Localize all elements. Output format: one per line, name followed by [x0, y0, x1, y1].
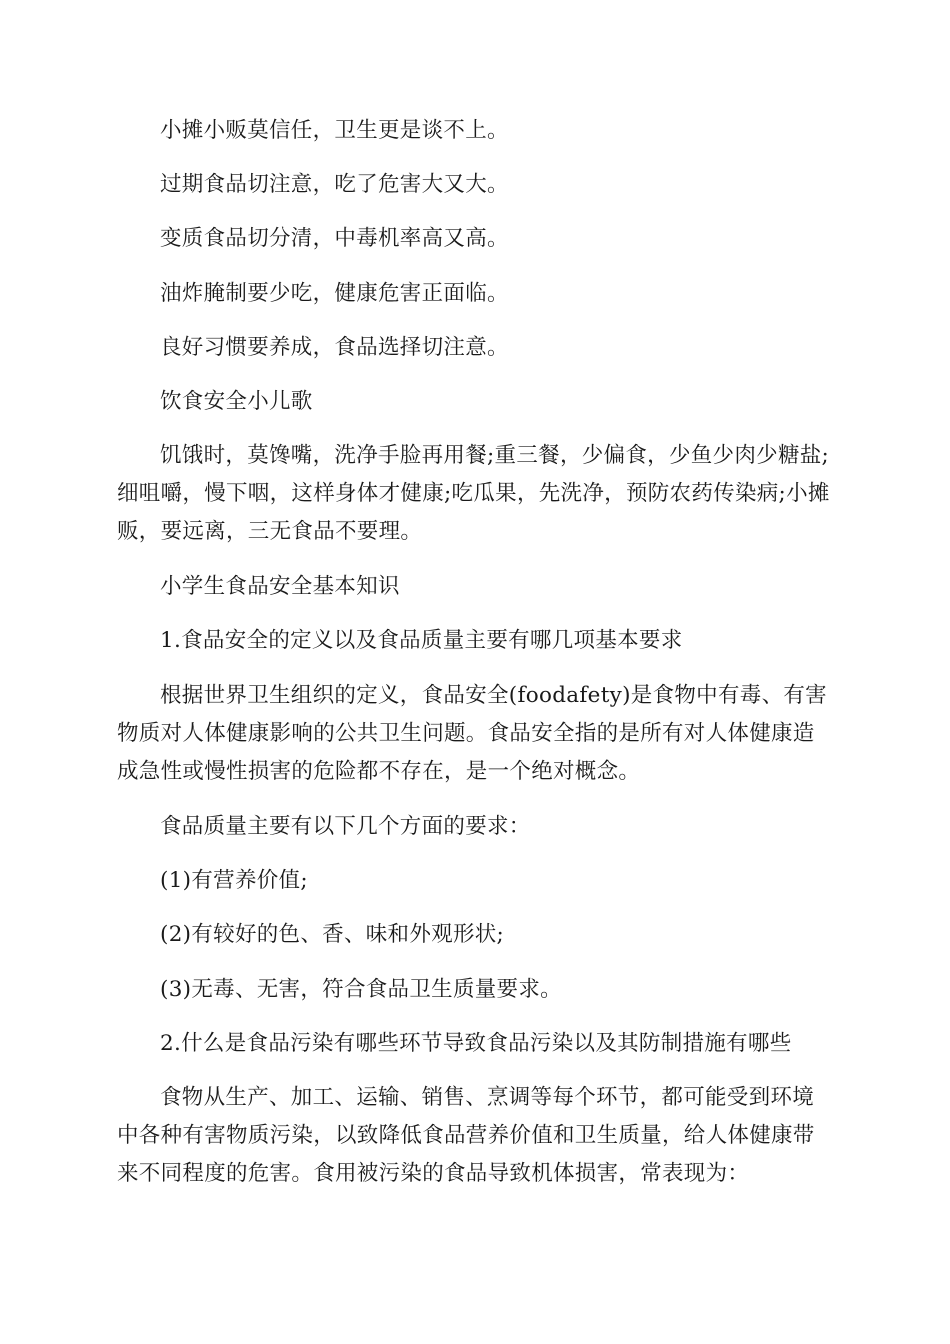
section-heading-rhyme: 饮食安全小儿歌	[160, 389, 313, 414]
paragraph-1: 小摊小贩莫信任，卫生更是谈不上。	[160, 118, 509, 143]
paragraph-5: 良好习惯要养成，食品选择切注意。	[160, 335, 509, 360]
paragraph-pollution: 食物从生产、加工、运输、销售、烹调等每个环节，都可能受到环境中各种有害物质污染，以致降低食品营养价值和卫生质量，给人体健康带来不同程度的危害。食用被污染的食品导致机体损害，常表现为：	[117, 1085, 815, 1186]
question-heading-2: 2.什么是食品污染有哪些环节导致食品污染以及其防制措施有哪些	[160, 1031, 792, 1056]
paragraph-3: 变质食品切分清，中毒机率高又高。	[160, 226, 509, 251]
paragraph-quality-intro: 食品质量主要有以下几个方面的要求：	[160, 814, 531, 839]
list-item-2: (2)有较好的色、香、味和外观形状;	[160, 922, 505, 947]
list-item-1: (1)有营养价值;	[160, 868, 308, 893]
question-heading-1: 1.食品安全的定义以及食品质量主要有哪几项基本要求	[160, 628, 683, 653]
paragraph-definition: 根据世界卫生组织的定义，食品安全(foodafety)是食物中有毒、有害物质对人体健康影响的公共卫生问题。食品安全指的是所有对人体健康造成急性或慢性损害的危险都不存在，是一个绝对概念。	[117, 683, 827, 784]
paragraph-2: 过期食品切注意，吃了危害大又大。	[160, 172, 509, 197]
paragraph-4: 油炸腌制要少吃，健康危害正面临。	[160, 281, 509, 306]
paragraph-rhyme: 饥饿时，莫馋嘴，洗净手脸再用餐;重三餐，少偏食，少鱼少肉少糖盐;细咀嚼，慢下咽，这样身体才健康;吃瓜果，先洗净，预防农药传染病;小摊贩，要远离，三无食品不要理。	[117, 443, 830, 544]
list-item-3: (3)无毒、无害，符合食品卫生质量要求。	[160, 977, 562, 1002]
section-heading-knowledge: 小学生食品安全基本知识	[160, 574, 400, 599]
